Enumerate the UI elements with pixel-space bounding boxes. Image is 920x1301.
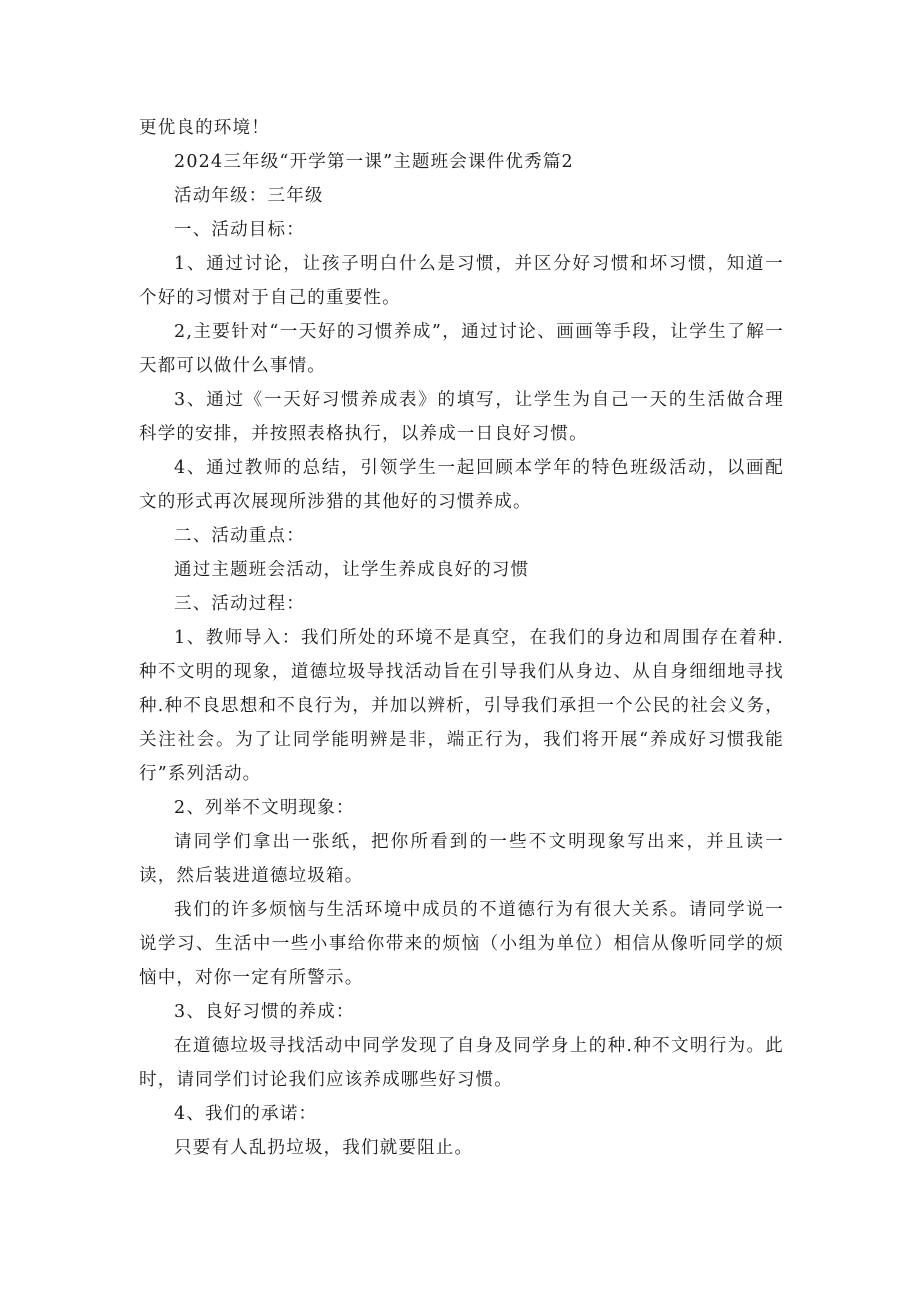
paragraph: 通过主题班会活动，让学生养成良好的习惯: [174, 560, 530, 580]
paragraph: 4、我们的承诺：: [174, 1104, 318, 1124]
section-heading: 二、活动重点：: [174, 526, 305, 546]
paragraph: 我们的许多烦恼与生活环境中成员的不道德行为有很大关系。请同学说一说学习、生活中一些小事给你带来的烦恼（小组为单位）相信从像听同学的烦恼中，对你一定有所警示。: [139, 900, 784, 988]
paragraph: 3、通过《一天好习惯养成表》的填写，让学生为自己一天的生活做合理科学的安排，并按照表格执行，以养成一日良好习惯。: [139, 390, 784, 444]
paragraph: 活动年级：三年级: [174, 186, 324, 206]
paragraph: 3、良好习惯的养成：: [174, 1002, 355, 1022]
paragraph: 1、教师导入：我们所处的环境不是真空，在我们的身边和周围存在着种.种不文明的现象，道德垃圾导找活动旨在引导我们从身边、从自身细细地寻找种.种不良思想和不良行为，并加以辨析，引导我们承担一个公民的社会义务，关注社会。为了让同学能明辨是非，端正行为，我们将开展“养成好习惯我能行”系列活动。: [139, 628, 784, 784]
paragraph: 4、通过教师的总结，引领学生一起回顾本学年的特色班级活动，以画配文的形式再次展现所涉猎的其他好的习惯养成。: [139, 458, 784, 512]
paragraph: 更优良的环境！: [139, 118, 270, 138]
section-heading: 三、活动过程：: [174, 594, 305, 614]
paragraph: 只要有人乱扔垃圾，我们就要阻止。: [174, 1138, 474, 1158]
paragraph: 1、通过讨论，让孩子明白什么是习惯，并区分好习惯和坏习惯，知道一个好的习惯对于自己的重要性。: [139, 254, 784, 308]
section-title: 2024三年级“开学第一课”主题班会课件优秀篇2: [174, 152, 574, 172]
paragraph: 2,主要针对“一天好的习惯养成”，通过讨论、画画等手段，让学生了解一天都可以做什么事情。: [139, 322, 784, 376]
paragraph: 请同学们拿出一张纸，把你所看到的一些不文明现象写出来，并且读一读，然后装进道德垃圾箱。: [139, 832, 784, 886]
paragraph: 在道德垃圾寻找活动中同学发现了自身及同学身上的种.种不文明行为。此时，请同学们讨论我们应该养成哪些好习惯。: [139, 1036, 784, 1090]
document-body: [139, 111, 784, 1165]
section-heading: 一、活动目标：: [174, 220, 305, 240]
paragraph: 2、列举不文明现象：: [174, 798, 355, 818]
